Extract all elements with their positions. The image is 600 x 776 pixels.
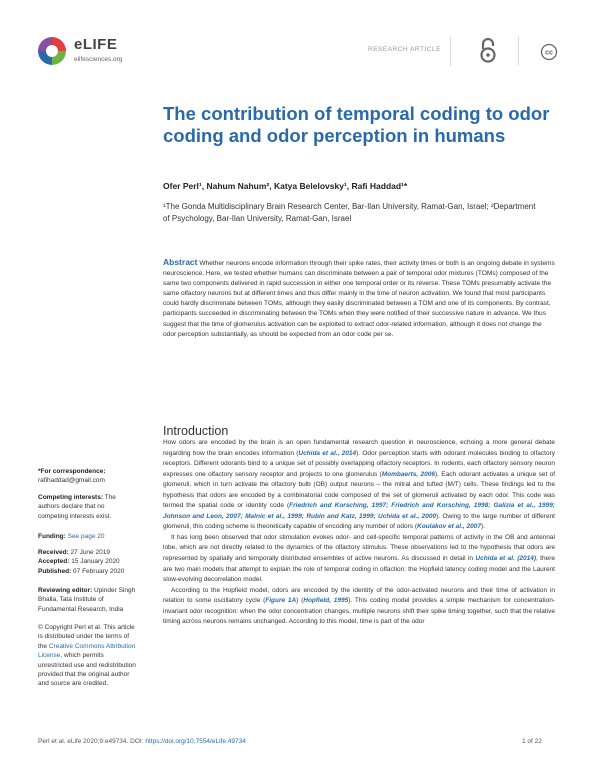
author-list: Ofer Perl¹, Nahum Nahum², Katya Belelovsky¹, Rafi Haddad¹* — [163, 181, 408, 191]
abstract-label: Abstract — [163, 257, 198, 267]
intro-body — [163, 438, 555, 628]
paragraph: According to the Hopfield model, odors are encoded by the identity of the odor-activated neurons and their time of activation in relation to some oscillatory cycle (Figure 1A) (Hopfield, 1995). This coding model provides a simple mechanism for concentration-invariant odor recognition: when the odor concentration changes, multiple neurons shift their spike timing together, such that the relative timing across neurons remains unchanged. According to this model, time is part of the odor — [163, 586, 555, 626]
accepted-date: 15 January 2020 — [71, 558, 120, 566]
citation-link[interactable]: Friedrich and Korsching, 1997; Friedrich and Korsching, 1998; Galizia et al., 1999; Johnson and Leon, 2007; Malnic et al., 1999; Rubin and Katz, 1999; Uchida et al., 2000 — [163, 502, 555, 520]
funding-label: Funding: — [38, 533, 66, 540]
abstract-text: Whether neurons encode information through their spike rates, their activity times or both is an ongoing debate in systems neuroscience. Here, we tested whether humans can discriminate between a pair of temporal odor mixtures (TOMs) composed of the same two components delivered in rapid succession in either one temporal order or its reverse. These TOMs presumably activate the same olfactory neurons but at different times and thus differ mainly in the time of neuron activation. We found that most participants could hardly discriminate between TOMs, although they easily discriminated between a TOM and one of its components. By contrast, participants succeeded in discriminating between the TOMs when they were notified of their successive nature in advance. We thus suggest that the time of glomerulus activation can be exploited to extract odor-related information, although it does not change the odor perception substantially, as should be expected from an odor code per se. — [163, 260, 555, 338]
competing-interests — [38, 493, 136, 521]
citation-link[interactable]: Mombaerts, 2006 — [381, 470, 436, 478]
logo-text[interactable]: eLIFE — [74, 36, 118, 53]
figure-link[interactable]: Figure 1A — [265, 597, 297, 605]
citation-link[interactable]: Koulakov et al., 2007 — [417, 523, 481, 531]
citation-link[interactable]: Uchida et al., 2014 — [298, 449, 357, 457]
article-type: RESEARCH ARTICLE — [368, 46, 441, 53]
citation-link[interactable]: Hopfield, 1995 — [303, 597, 349, 605]
received-label: Received: — [38, 549, 69, 556]
received-date: 27 June 2019 — [70, 549, 110, 556]
page-number: 1 of 22 — [522, 738, 542, 745]
article-title: The contribution of temporal coding to odor coding and odor perception in humans — [163, 103, 550, 146]
elife-logo-icon[interactable] — [34, 33, 70, 69]
editor-label: Reviewing editor: — [38, 587, 93, 594]
cc-icon — [540, 43, 558, 61]
correspondence-label: *For correspondence: — [38, 468, 106, 475]
published-label: Published: — [38, 567, 72, 575]
affiliations: ¹The Gonda Multidisciplinary Brain Research Center, Bar-Ilan University, Ramat-Gan, Israel; ²Department of Psychology, Bar-Ilan University, Ramat-Gan, Israel — [163, 202, 536, 223]
correspondence-email[interactable]: rafihaddad@gmail.com — [38, 477, 105, 485]
citation-link[interactable]: Uchida et al. (2014) — [475, 555, 536, 563]
footer-citation: Perl et al. eLife 2020;9:e49734. DOI: https://doi.org/10.7554/eLife.49734 — [38, 738, 246, 745]
doi-link[interactable]: https://doi.org/10.7554/eLife.49734 — [145, 738, 246, 745]
abstract — [163, 257, 555, 340]
header-divider — [450, 36, 451, 66]
accepted-label: Accepted: — [38, 558, 70, 566]
copyright: © Copyright Perl et al. This article is distributed under the terms of the Creative Commons Attribution License, which permits unrestricted use and redistribution provided that the original author and source are credited. — [38, 624, 136, 688]
license-link[interactable]: Creative Commons Attribution License, — [38, 642, 136, 660]
paragraph: How odors are encoded by the brain is an open fundamental research question in neuroscience, echoing a more general debate regarding how the brain encodes information (Uchida et al., 2014). Odor perception starts with odorant molecules binding to olfactory receptors. Different odorants bind to a unique set of possibly overlapping olfactory receptors. In rodents, each olfactory sensory neuron expresses one olfactory sensory receptor and projects to one glomerulus (Mombaerts, 2006). Each odorant activates a unique set of glomeruli, which in turn activate the olfactory bulb (OB) output neurons – the mitral and tufted (M/T) cells. These findings led to the hypothesis that odors are encoded by a combinatorial code composed of the set of glomeruli activated by each odor. This code was termed the spatial code or identity code (Friedrich and Korsching, 1997; Friedrich and Korsching, 1998; Galizia et al., 1999; Johnson and Leon, 2007; Malnic et al., 1999; Rubin and Katz, 1999; Uchida et al., 2000). Owing to the large number of different glomeruli, this coding scheme is theoretically capable of encoding any number of odors (Koulakov et al., 2007). — [163, 439, 556, 531]
competing-text: The authors declare that no competing interests exist. — [38, 494, 116, 520]
published-date: 07 February 2020 — [73, 567, 125, 575]
funding-link[interactable]: See page 20 — [67, 533, 105, 540]
header-divider — [518, 36, 519, 66]
svg-text:cc: cc — [545, 49, 553, 57]
open-access-icon — [478, 38, 498, 64]
correspondence — [38, 467, 136, 486]
logo-url[interactable]: elifesciences.org — [74, 56, 123, 63]
reviewing-editor — [38, 586, 136, 614]
dates — [38, 548, 136, 576]
competing-label: Competing interests: — [38, 494, 104, 501]
section-heading: Introduction — [163, 424, 229, 438]
funding — [38, 532, 136, 541]
paragraph: It has long been observed that odor stimulation evokes odor- and cell-specific temporal patterns of activity in the OB and antennal lobe, which are not directly related to the dynamics of the olfactory stimulus. These observations led to the hypothesis that odors are represented by spatially and temporally distributed ensembles of active neurons. As discussed in detail in Uchida et al. (2014), there are two main models that attempt to explain the role of temporal coding in olfaction: the Hopfield latency coding model and the Laurent slow-evolving decorrelation model. — [163, 533, 555, 584]
editor-name: Upinder Singh Bhalla, Tata Institute of Fundamental Research, India — [38, 587, 136, 613]
